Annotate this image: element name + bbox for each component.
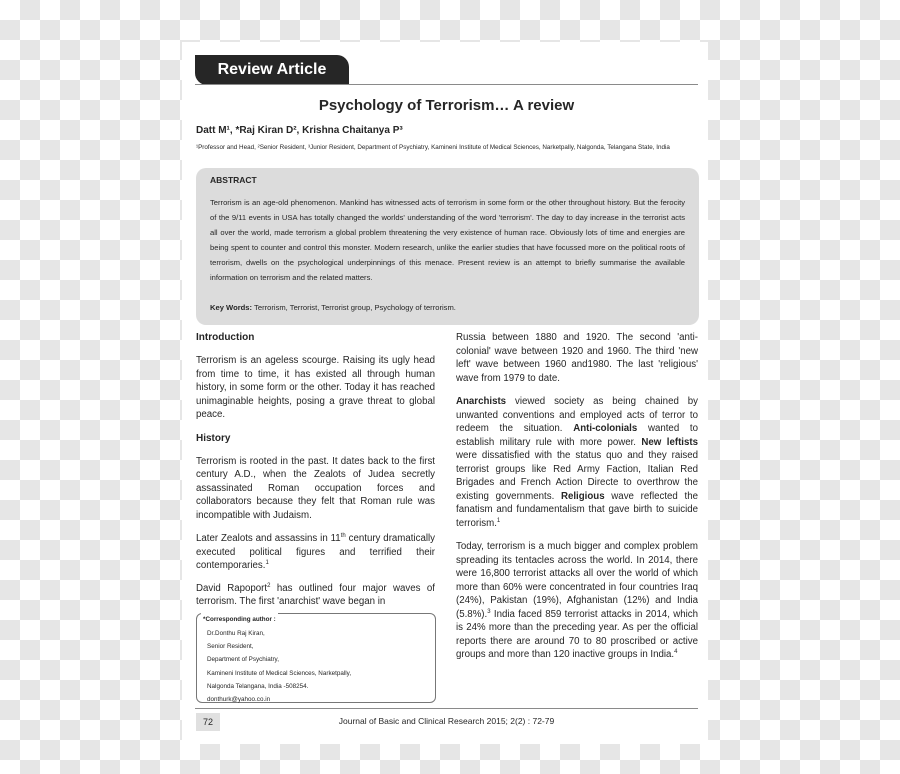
corr-line-position: Senior Resident, — [207, 643, 254, 651]
keywords-label: Key Words: — [210, 303, 253, 312]
keywords — [210, 303, 456, 312]
corr-line-address: Nalgonda Telangana, India -508254. — [207, 682, 309, 690]
page-number: 72 — [196, 713, 220, 731]
affiliations: ¹Professor and Head, ²Senior Resident, ³Junior Resident, Department of Psychiatry, Kamineni Institute of Medical Sciences, Narketpally, Nalgonda, Telangana State, India — [196, 144, 670, 151]
left-column — [196, 331, 435, 619]
statistics-paragraph: Today, terrorism is a much bigger and complex problem spreading its tentacles across the world. In 2014, there were 16,800 terrorist attacks all over the world of which more than 60% were concentrated in four countries Iraq (24%), Pakistan (19%), Afghanistan (12%) and India (5.8%).$^3$ India faced 859 terrorist attacks in 2014, which is 24% more than the preceding year. As per the official reports there are around 70 to 80 proscribed or active groups and more than 120 inactive groups in India.$^4$ — [456, 541, 698, 660]
introduction-paragraph: Terrorism is an ageless scourge. Raising its ugly head from time to time, it has existed all through human history, in some form or the other. Today it has reached unimaginable heights, posing a grave threat to global peace. — [196, 355, 435, 420]
abstract-heading: ABSTRACT — [210, 175, 257, 185]
corr-line-email: donthurk@yahoo.co.in — [207, 696, 271, 704]
history-heading: History — [196, 432, 231, 444]
corresponding-author-title: *Corresponding author : — [201, 613, 278, 626]
corr-line-institute: Kamineni Institute of Medical Sciences, Narketpally, — [207, 669, 352, 677]
introduction-heading: Introduction — [196, 332, 255, 343]
article-type-badge: Review Article — [195, 55, 349, 85]
right-column — [456, 331, 698, 672]
article-title: Psychology of Terrorism… A review — [318, 97, 575, 114]
ideologies-paragraph: Anarchists viewed society as being chained by unwanted conventions and employed acts of terror to redeem the situation. Anti-colonials wanted to establish military rule with more power. New leftists were dissatisfied with the status quo and they raised terrorist groups like Red Army Faction, Italian Red Brigades and French Action Directe to overthrow the existing governments. Religious wave reflected the fanatism and fundamentalism that gave birth to suicide terrorism.$^1$ — [456, 396, 698, 529]
footer-rule — [195, 708, 698, 709]
journal-citation: Journal of Basic and Clinical Research 2015; 2(2) : 72-79 — [338, 716, 555, 726]
corr-line-name: Dr.Donthu Raj Kiran, — [207, 630, 265, 637]
history-paragraph-3: David Rapoport$^2$ has outlined four major waves of terrorism. The first 'anarchist' wave began in — [196, 582, 435, 607]
corr-line-department: Department of Psychiatry, — [207, 656, 279, 664]
abstract-text: Terrorism is an age-old phenomenon. Mankind has witnessed acts of terrorism in some form or the other throughout history. But the ferocity of the 9/11 events in USA has totally changed the worlds' understanding of the word 'terrorism'. The day to day increase in the terrorist acts all over the world, made terrorism a global problem threatening the very existence of human race. Obviously lots of time and energies are being spent to counter and control this monster. Modern research, unlike the earlier studies that have focussed more on the political roots of terrorism, dwells on the psychological underpinnings of this menace. Present review is an attempt to briefly summarise the available information on terrorism and the related matters. — [210, 198, 685, 282]
authors: Datt M¹, *Raj Kiran D², Krishna Chaitanya P³ — [196, 125, 403, 136]
header-rule — [195, 84, 698, 85]
waves-paragraph: Russia between 1880 and 1920. The second 'anti-colonial' wave between 1920 and 1960. The third 'new left' wave between 1960 and1980. The last 'religious' wave from 1979 to date. — [456, 332, 698, 384]
corresponding-author-box — [196, 613, 436, 703]
keywords-text: Terrorism, Terrorist, Terrorist group, Psychology of terrorism. — [254, 303, 456, 312]
history-paragraph-2: Later Zealots and assassins in 11th century dramatically executed political figures and terrified their contemporaries.$^1$ — [196, 532, 435, 571]
history-paragraph-1: Terrorism is rooted in the past. It dates back to the first century A.D., when the Zealots of Judea secretly assassinated Roman occupation forces and collaborators because they felt that Roman rule was incompatible with Judaism. — [196, 455, 435, 521]
